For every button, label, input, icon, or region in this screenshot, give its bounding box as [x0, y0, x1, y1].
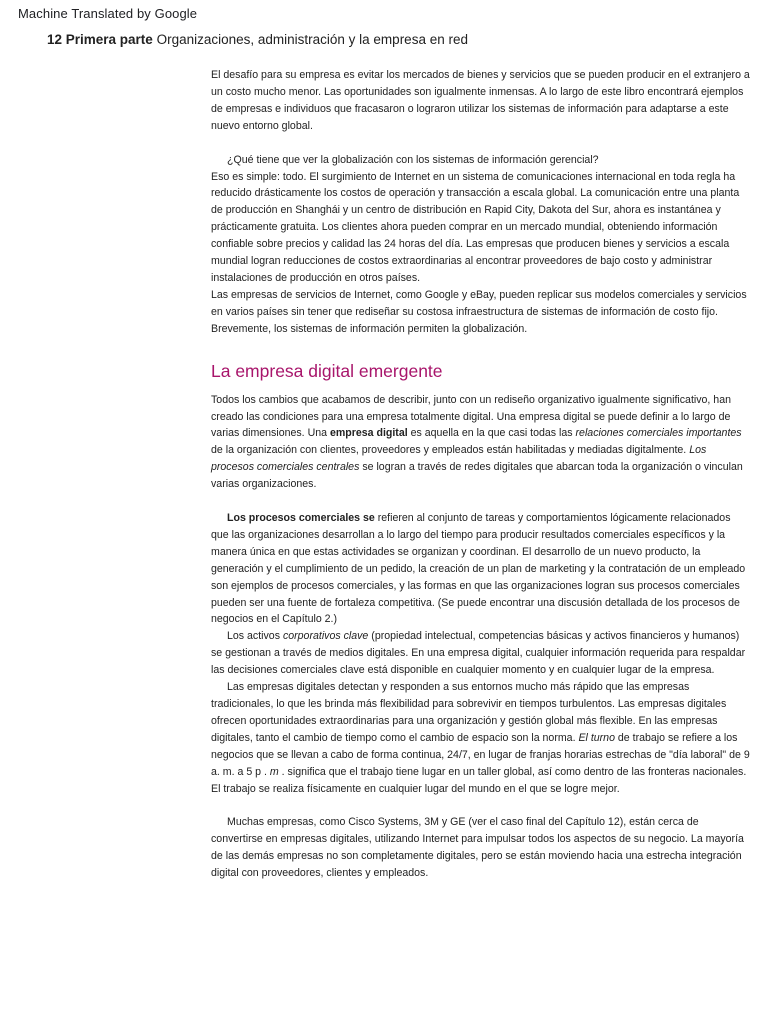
- term-business-processes: Los procesos comerciales se: [227, 512, 375, 525]
- paragraph-time-shifting: [211, 679, 751, 780]
- text-run: de la organización con clientes, proveedores y empleados están habilitadas y mediadas digitalmente.: [211, 444, 690, 457]
- text-run: . significa que el trabajo tiene lugar en un taller global, así como dentro de las fronteras nacionales.: [278, 765, 747, 778]
- question-text: ¿Qué tiene que ver la globalización con los sistemas de información gerencial?: [227, 153, 599, 166]
- text-run: Las empresas digitales detectan y responden a sus entornos mucho más rápido que las empresas tradicionales, lo que les brinda más flexibilidad para sobrevivir en tiempos turbulentos. Las empresas digitales ofrecen oportunidades extraordinarias para una organización y gestión global más flexible. En las empresas digitales, tanto el cambio de tiempo como el cambio de espacio son la norma.: [211, 681, 727, 744]
- text-run: refieren al conjunto de tareas y comportamientos lógicamente relacionados que las organizaciones desarrollan a lo largo del tiempo para producir resultados comerciales específicos y la manera única en que estas actividades se organizan y coordinan. El desarrollo de un nuevo producto, la generación y el cumplimiento de un pedido, la creación de un plan de marketing y la contratación de un empleado son ejemplos de procesos comerciales, y las formas en que las organizaciones logran sus procesos comerciales pueden ser una fuente de fortaleza competitiva. (Se puede encontrar una discusión detallada de los procesos de negocios en el Capítulo 2.): [211, 512, 746, 626]
- paragraph-work-location: El trabajo se realiza físicamente en cualquier lugar del mundo en el que se logre mejor.: [211, 782, 620, 795]
- paragraph-key-assets: [211, 628, 751, 679]
- part-label: 12 Primera parte: [47, 32, 153, 47]
- term-business-relationships: relaciones comerciales importantes: [575, 427, 742, 440]
- machine-translated-banner: Machine Translated by Google: [18, 6, 198, 21]
- paragraph-question: [211, 152, 751, 169]
- text-run: Los activos: [227, 630, 283, 643]
- text-run: (propiedad intelectual, competencias básicas y activos financieros y humanos) se gestionan a través de medios digitales. En una empresa digital, cualquier información requerida para respaldar las decisiones comerciales clave está disponible en cualquier momento y en cualquier lugar de la empresa.: [211, 630, 746, 677]
- text-run: se logran a través de redes digitales que abarcan toda la organización o vinculan varias organizaciones.: [211, 461, 743, 491]
- term-key-assets: corporativos clave: [282, 630, 369, 643]
- paragraph-business-processes: [211, 510, 751, 628]
- term-digital-firm: empresa digital: [329, 427, 408, 440]
- paragraph-companies: Muchas empresas, como Cisco Systems, 3M y GE (ver el caso final del Capítulo 12), están cerca de convertirse en empresas digitales, utilizando Internet para impulsar todos los aspectos de su negocio. La mayoría de las demás empresas no son completamente digitales, pero se están moviendo hacia una estrecha integración digital con proveedores, clientes y empleados.: [211, 816, 744, 880]
- paragraph-digital-firm: [211, 392, 751, 493]
- running-header: [47, 32, 468, 47]
- paragraph-answer: Eso es simple: todo. El surgimiento de Internet en un sistema de comunicaciones internacional en toda regla ha reducido drásticamente los costos de operación y transacción a escala global. La comunicación entre una planta de producción en Shanghái y un centro de distribución en Rapid City, Dakota del Sur, ahora es instantánea y prácticamente gratuita. Los clientes ahora pueden comprar en un mercado mundial, obteniendo información confiable sobre precios y calidad las 24 horas del día. Las empresas que producen bienes y servicios a escala mundial logran reducciones de costos extraordinarias al encontrar proveedores de bajo costo y administrar instalaciones de producción en otros países.: [211, 170, 740, 284]
- term-core-processes: Los procesos comerciales centrales: [211, 444, 707, 474]
- paragraph-intro: El desafío para su empresa es evitar los mercados de bienes y servicios que se pueden producir en el extranjero a un costo mucho menor. Las oportunidades son igualmente inmensas. A lo largo de este libro encontrará ejemplos de empresas e individuos que fracasaron o lograron utilizar los sistemas de información para adaptarse a este nuevo entorno global.: [211, 69, 750, 132]
- text-run-italic: m: [269, 765, 279, 778]
- text-run: Todos los cambios que acabamos de describir, junto con un rediseño organizativo igualmente significativo, han creado las condiciones para una empresa totalmente digital. Una empresa digital se puede definir a lo largo de varias dimensiones. Una: [211, 393, 731, 440]
- section-heading: La empresa digital emergente: [211, 360, 443, 381]
- paragraph-internet-services: Las empresas de servicios de Internet, como Google y eBay, pueden replicar sus modelos comerciales y servicios en varios países sin tener que rediseñar su costosa infraestructura de sistemas de información de costo fijo. Brevemente, los sistemas de información permiten la globalización.: [211, 288, 747, 335]
- term-time-shifting: El turno: [578, 731, 615, 744]
- chapter-title: Organizaciones, administración y la empresa en red: [156, 32, 468, 47]
- text-run: es aquella en la que casi todas las: [407, 427, 576, 440]
- text-run: de trabajo se refiere a los negocios que se llevan a cabo de forma continua, 24/7, en lugar de franjas horarias estrechas de "día laboral" de 9 a. m. a 5 p .: [211, 731, 750, 778]
- page-body: [211, 67, 751, 882]
